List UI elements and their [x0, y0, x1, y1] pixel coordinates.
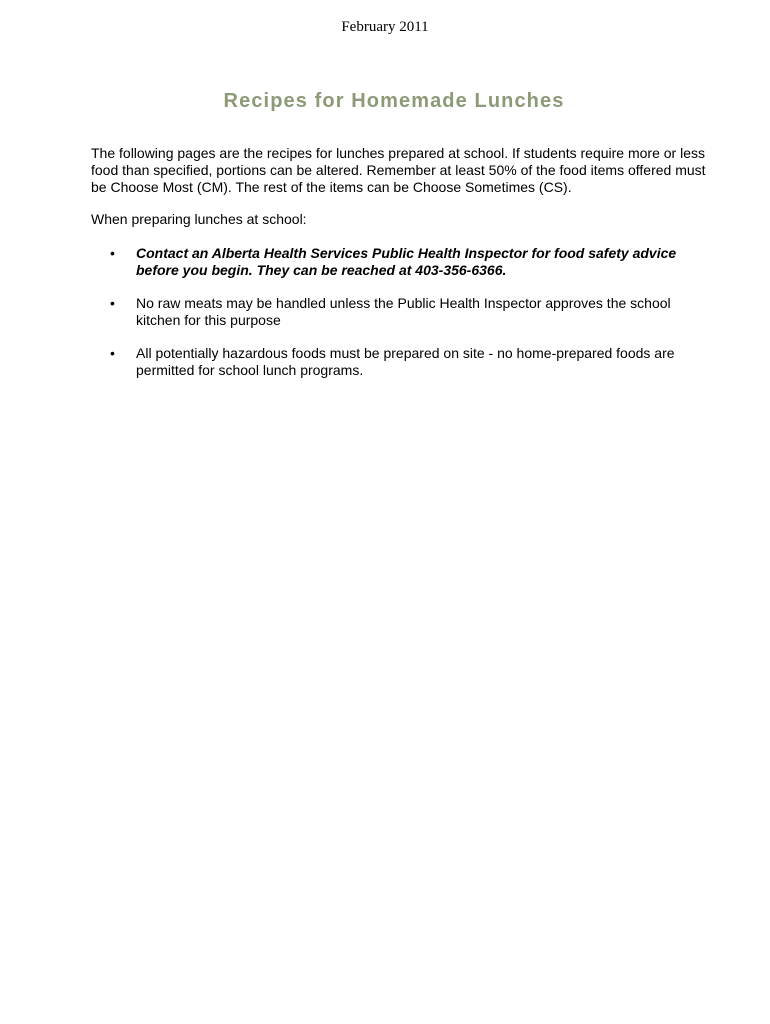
list-item [91, 295, 711, 329]
list-item [91, 345, 711, 379]
list-item-text: Contact an Alberta Health Services Public Health Inspector for food safety advice before you begin. They can be reached at 403-356-6366. [136, 245, 677, 278]
bullet-icon: • [110, 245, 115, 261]
document-title: Recipes for Homemade Lunches [223, 90, 565, 112]
header-date: February 2011 [341, 19, 429, 35]
list-item [91, 245, 711, 279]
list-item-text: All potentially hazardous foods must be prepared on site - no home-prepared foods are permitted for school lunch programs. [136, 345, 675, 378]
lead-in-text: When preparing lunches at school: [91, 211, 307, 227]
list-item-text: No raw meats may be handled unless the Public Health Inspector approves the school kitchen for this purpose [136, 295, 671, 328]
intro-paragraph: The following pages are the recipes for lunches prepared at school. If students require more or less food than specified, portions can be altered. Remember at least 50% of the food items offered must be Choose Most (CM). The rest of the items can be Choose Sometimes (CS). [91, 145, 706, 195]
guidelines-list [91, 245, 711, 395]
bullet-icon: • [110, 295, 115, 311]
bullet-icon: • [110, 345, 115, 361]
